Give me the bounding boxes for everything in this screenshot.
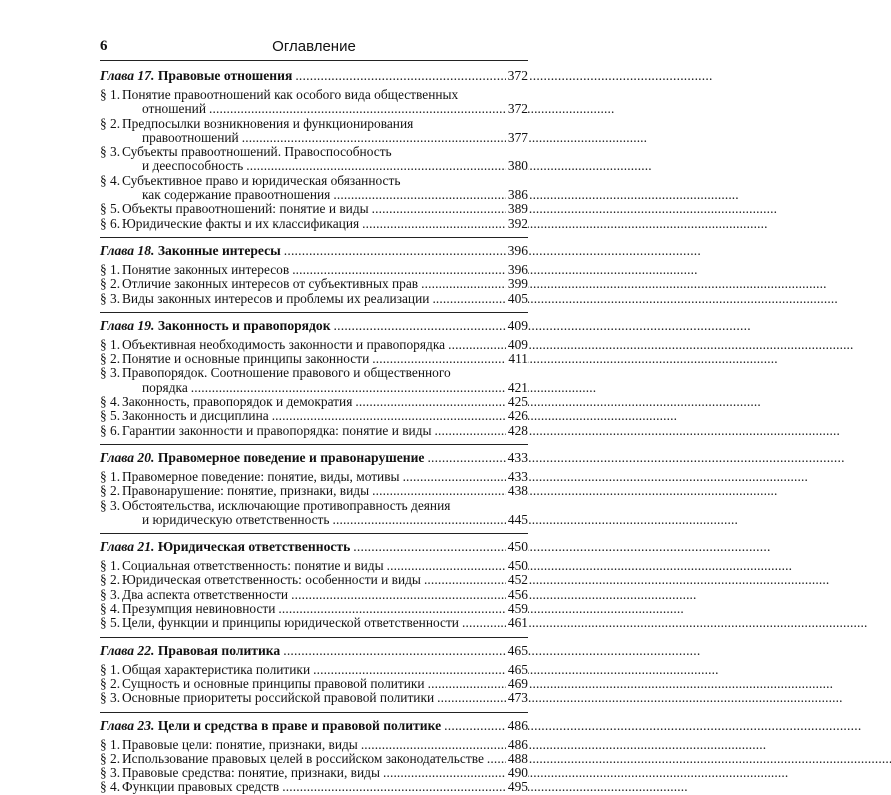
section-number: § 3.	[100, 365, 121, 381]
section-number: § 2.	[100, 351, 121, 367]
section-page-number: 389	[507, 201, 528, 217]
section-entry[interactable]	[100, 202, 528, 216]
section-entry[interactable]	[100, 117, 528, 146]
section-page-number: 495	[507, 779, 528, 795]
section-number: § 4.	[100, 394, 121, 410]
section-title-line: Юридические факты и их классификация	[122, 215, 360, 231]
section-page-number: 488	[507, 750, 528, 766]
section-title-line: Правовые цели: понятие, признаки, виды	[122, 736, 358, 752]
section-title-line: Законность, правопорядок и демократия	[122, 394, 353, 410]
section-page-number: 380	[507, 158, 528, 174]
section-title-line: Цели, функции и принципы юридической ответственности	[122, 615, 459, 631]
section-title-line: Два аспекта ответственности	[122, 586, 289, 602]
section-page-number: 461	[507, 615, 528, 631]
section-number: § 1.	[100, 87, 121, 102]
section-number: § 6.	[100, 215, 121, 231]
section-number: § 1.	[100, 558, 121, 574]
section-entry[interactable]	[100, 409, 528, 423]
section-number: § 2.	[100, 572, 121, 588]
section-number: § 3.	[100, 497, 121, 513]
section-entry[interactable]	[100, 395, 528, 409]
section-entry[interactable]	[100, 145, 528, 174]
section-title-line: Понятие и основные принципы законности	[122, 351, 370, 367]
section-number: § 3.	[100, 765, 121, 781]
section-number: § 4.	[100, 172, 121, 188]
section-number: § 3.	[100, 586, 121, 602]
chapter-block	[100, 643, 528, 706]
section-page-number: 425	[507, 394, 528, 410]
section-number: § 2.	[100, 675, 121, 691]
section-entry[interactable]	[100, 366, 528, 395]
section-number: § 2.	[100, 750, 121, 766]
section-title-line: отношений	[142, 101, 206, 117]
chapter-heading[interactable]	[100, 450, 528, 465]
section-page-number: 386	[507, 187, 528, 203]
section-page-number: 409	[507, 336, 528, 352]
section-number: § 3.	[100, 290, 121, 306]
chapter-number: Глава 19.	[100, 317, 155, 333]
section-number: § 1.	[100, 736, 121, 752]
chapter-title: Правомерное поведение и правонарушение	[157, 449, 425, 465]
section-title-line: Использование правовых целей в российском законодательстве	[122, 750, 484, 766]
section-entry[interactable]	[100, 677, 528, 691]
chapter-page-number: 396	[507, 242, 528, 258]
section-number: § 2.	[100, 483, 121, 499]
section-title-line: Виды законных интересов и проблемы их реализации	[122, 290, 430, 306]
chapter-heading[interactable]	[100, 643, 528, 658]
section-page-number: 452	[507, 572, 528, 588]
section-page-number: 426	[507, 408, 528, 424]
section-entry[interactable]	[100, 88, 528, 117]
chapter-block	[100, 68, 528, 231]
section-entry[interactable]	[100, 338, 528, 352]
chapter-block	[100, 718, 528, 795]
section-entry[interactable]	[100, 424, 528, 438]
section-page-number: 399	[507, 276, 528, 292]
section-number: § 1.	[100, 336, 121, 352]
section-page-number: 396	[507, 261, 528, 277]
chapter-page-number: 465	[507, 642, 528, 658]
section-title-line: Юридическая ответственность: особенности и виды	[122, 572, 421, 588]
section-title-line: Законность и дисциплина	[122, 408, 269, 424]
section-title-line: Объективная необходимость законности и правопорядка	[122, 336, 446, 352]
chapter-number: Глава 22.	[100, 642, 155, 658]
section-number: § 5.	[100, 615, 121, 631]
section-entry[interactable]	[100, 499, 528, 528]
chapter-block	[100, 450, 528, 527]
section-page-number: 459	[507, 601, 528, 617]
section-entry[interactable]	[100, 780, 528, 794]
section-page-number: 405	[507, 290, 528, 306]
section-number: § 4.	[100, 601, 121, 617]
section-page-number: 456	[507, 586, 528, 602]
section-title-line: и дееспособность	[142, 158, 244, 174]
section-page-number: 438	[507, 483, 528, 499]
section-page-number: 421	[507, 379, 528, 395]
section-entry[interactable]	[100, 752, 528, 766]
chapter-number: Глава 18.	[100, 242, 155, 258]
section-entry[interactable]	[100, 573, 528, 587]
section-number: § 4.	[100, 779, 121, 795]
section-title-line: Правонарушение: понятие, признаки, виды	[122, 483, 370, 499]
chapter-page-number: 486	[507, 717, 528, 733]
section-entry[interactable]	[100, 602, 528, 616]
section-number: § 1.	[100, 468, 121, 484]
section-page-number: 411	[508, 351, 528, 367]
section-entry[interactable]	[100, 263, 528, 277]
chapter-heading[interactable]	[100, 243, 528, 258]
chapter-number: Глава 20.	[100, 449, 155, 465]
section-title-line: как содержание правоотношения	[142, 187, 331, 203]
section-number: § 1.	[100, 661, 121, 677]
section-number: § 1.	[100, 261, 121, 277]
section-page-number: 490	[507, 765, 528, 781]
section-entry[interactable]	[100, 691, 528, 705]
section-title-line: Понятие законных интересов	[122, 261, 290, 277]
section-title-line: и юридическую ответственность	[142, 511, 330, 527]
section-entry[interactable]	[100, 292, 528, 306]
section-number: § 2.	[100, 115, 121, 131]
section-entry[interactable]	[100, 217, 528, 231]
chapter-number: Глава 23.	[100, 717, 155, 733]
section-number: § 5.	[100, 201, 121, 217]
section-title-line: Основные приоритеты российской правовой политики	[122, 690, 435, 706]
chapter-number: Глава 21.	[100, 539, 155, 555]
section-number: § 6.	[100, 422, 121, 438]
section-entry[interactable]	[100, 470, 528, 484]
section-title-line: Сущность и основные принципы правовой политики	[122, 675, 425, 691]
chapter-block	[100, 243, 528, 306]
section-page-number: 377	[507, 129, 528, 145]
section-page-number: 433	[507, 468, 528, 484]
section-entry[interactable]	[100, 766, 528, 780]
section-title-line: Субъективное право и юридическая обязанность	[122, 172, 401, 188]
section-entry[interactable]	[100, 616, 528, 630]
section-page-number: 392	[507, 215, 528, 231]
section-entry[interactable]	[100, 588, 528, 602]
section-title-line: Предпосылки возникновения и функционирования	[122, 115, 414, 131]
chapter-heading[interactable]	[100, 318, 528, 333]
section-title-line: Правомерное поведение: понятие, виды, мотивы	[122, 468, 400, 484]
chapter-title: Юридическая ответственность	[157, 539, 351, 555]
section-title-line: Социальная ответственность: понятие и виды	[122, 558, 384, 574]
chapter-page-number: 433	[507, 449, 528, 465]
chapter-title: Правовые отношения	[157, 68, 293, 83]
chapter-title: Законность и правопорядок	[157, 317, 331, 333]
chapter-page-number: 450	[507, 539, 528, 555]
section-page-number: 486	[507, 736, 528, 752]
chapter-title: Цели и средства в праве и правовой политике	[157, 717, 442, 733]
section-number: § 3.	[100, 144, 121, 160]
chapter-heading[interactable]	[100, 68, 528, 83]
section-title-line: Функции правовых средств	[122, 779, 280, 795]
running-header	[100, 38, 528, 61]
chapter-block	[100, 539, 528, 630]
section-number: § 3.	[100, 690, 121, 706]
chapter-heading[interactable]	[100, 539, 528, 554]
section-page-number: 428	[507, 422, 528, 438]
section-page-number: 473	[507, 690, 528, 706]
section-entry[interactable]	[100, 484, 528, 498]
section-title-line: Объекты правоотношений: понятие и виды	[122, 201, 369, 217]
chapter-title: Правовая политика	[157, 642, 281, 658]
chapter-title: Законные интересы	[157, 242, 281, 258]
chapter-page-number: 372	[507, 68, 528, 83]
section-entry[interactable]	[100, 738, 528, 752]
chapter-heading[interactable]	[100, 718, 528, 733]
section-number: § 2.	[100, 276, 121, 292]
section-title-line: правоотношений	[142, 129, 239, 145]
section-title-line: Правовые средства: понятие, признаки, виды	[122, 765, 380, 781]
section-page-number: 469	[507, 675, 528, 691]
section-title-line: Отличие законных интересов от субъективных прав	[122, 276, 419, 292]
table-of-contents	[100, 68, 528, 795]
page-number: 6	[100, 38, 108, 54]
running-title: Оглавление	[272, 38, 356, 55]
section-title-line: Субъекты правоотношений. Правоспособность	[122, 144, 392, 160]
section-entry[interactable]	[100, 663, 528, 677]
chapter-block	[100, 318, 528, 438]
chapter-page-number: 409	[507, 317, 528, 333]
section-entry[interactable]	[100, 174, 528, 203]
section-page-number: 372	[507, 101, 528, 117]
section-title-line: Презумпция невиновности	[122, 601, 276, 617]
section-page-number: 445	[507, 511, 528, 527]
section-entry[interactable]	[100, 277, 528, 291]
section-title-line: Обстоятельства, исключающие противоправность деяния	[122, 497, 451, 513]
section-title-line: Гарантии законности и правопорядка: понятие и виды	[122, 422, 432, 438]
section-entry[interactable]	[100, 559, 528, 573]
section-title-line: Понятие правоотношений как особого вида общественных	[122, 87, 459, 102]
section-number: § 5.	[100, 408, 121, 424]
section-entry[interactable]	[100, 352, 528, 366]
chapter-number: Глава 17.	[100, 68, 155, 83]
section-title-line: порядка	[142, 379, 188, 395]
section-page-number: 465	[507, 661, 528, 677]
section-page-number: 450	[507, 558, 528, 574]
section-title-line: Правопорядок. Соотношение правового и общественного	[122, 365, 451, 381]
section-title-line: Общая характеристика политики	[122, 661, 311, 677]
